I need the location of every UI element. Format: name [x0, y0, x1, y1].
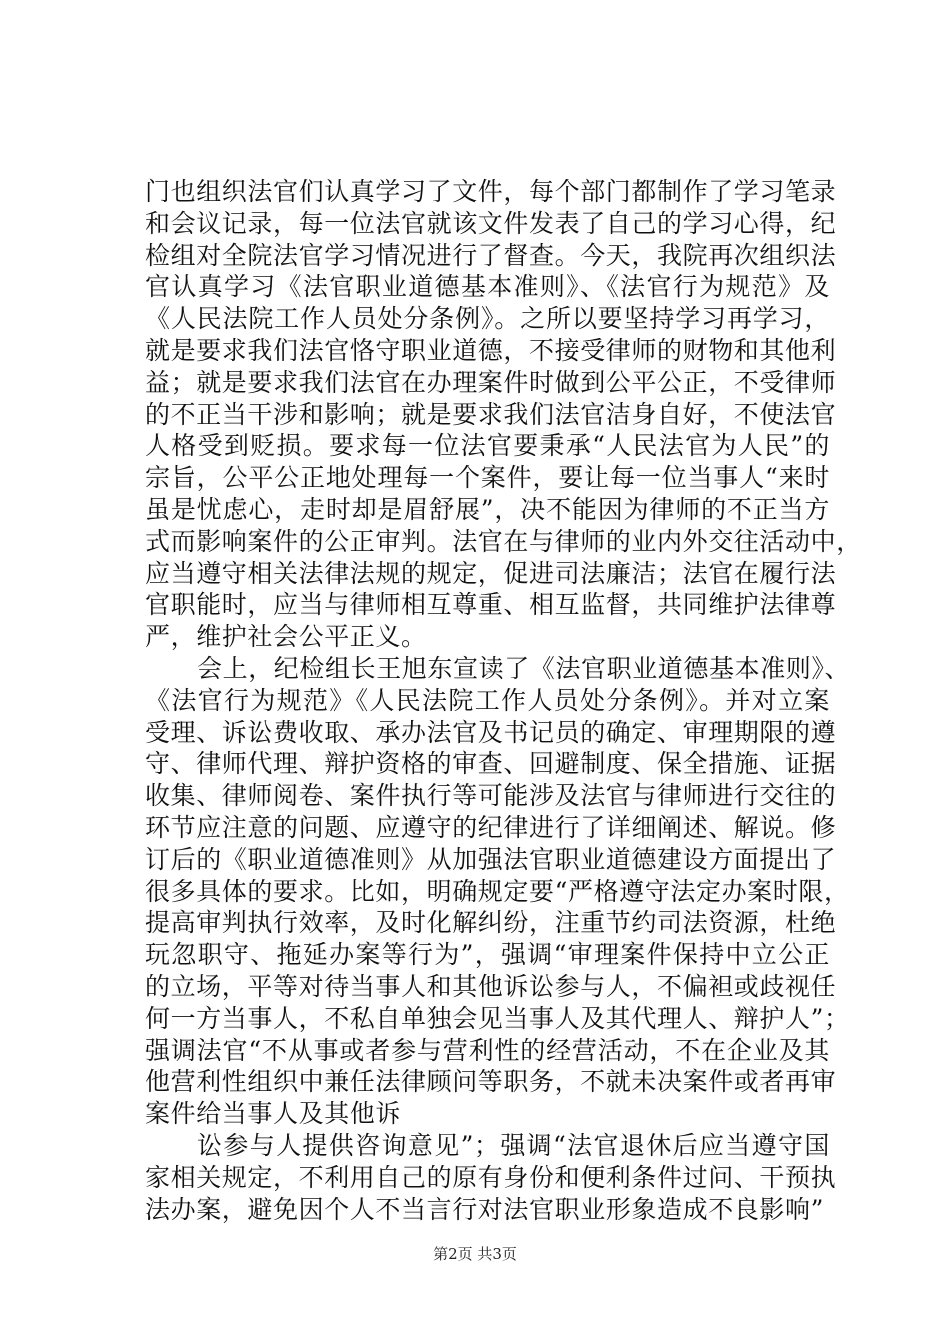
- text-line: 就是要求我们法官恪守职业道德，不接受律师的财物和其他利: [145, 335, 837, 365]
- text-line: 宗旨，公平公正地处理每一个案件，要让每一位当事人“来时: [145, 463, 830, 493]
- page-number-footer: 第2页 共3页: [433, 1245, 517, 1263]
- text-line: 严，维护社会公平正义。: [145, 622, 427, 652]
- text-line: 应当遵守相关法律法规的规定，促进司法廉洁；法官在履行法: [145, 558, 837, 588]
- text-line: 环节应注意的问题、应遵守的纪律进行了详细阐述、解说。修: [145, 812, 837, 842]
- text-line: 检组对全院法官学习情况进行了督查。今天，我院再次组织法: [145, 240, 837, 270]
- text-line: 《法官行为规范》《人民法院工作人员处分条例》。并对立案: [145, 685, 830, 715]
- text-line: 受理、诉讼费收取、承办法官及书记员的确定、审理期限的遵: [145, 717, 837, 747]
- text-line: 虽是忧虑心，走时却是眉舒展”，决不能因为律师的不正当方: [145, 494, 830, 524]
- text-line: 门也组织法官们认真学习了文件，每个部门都制作了学习笔录: [145, 177, 837, 206]
- text-line: 的不正当干涉和影响；就是要求我们法官洁身自好，不使法官: [145, 399, 837, 429]
- text-line: 和会议记录，每一位法官就该文件发表了自己的学习心得，纪: [145, 208, 837, 238]
- text-line: 订后的《职业道德准则》从加强法官职业道德建设方面提出了: [145, 844, 837, 874]
- paragraph-3: [145, 1130, 837, 1225]
- text-line: 官认真学习《法官职业道德基本准则》、《法官行为规范》及: [145, 272, 830, 302]
- text-line: 官职能时，应当与律师相互尊重、相互监督，共同维护法律尊: [145, 590, 837, 620]
- text-line: 玩忽职守、拖延办案等行为”，强调“审理案件保持中立公正: [145, 940, 830, 970]
- text-line: 案件给当事人及其他诉: [145, 1099, 402, 1129]
- text-line: 收集、律师阅卷、案件执行等可能涉及法官与律师进行交往的: [145, 781, 837, 811]
- text-line: 《人民法院工作人员处分条例》。之所以要坚持学习再学习，: [145, 304, 830, 334]
- text-line: 很多具体的要求。比如，明确规定要“严格遵守法定办案时限，: [145, 876, 850, 906]
- text-line: 人格受到贬损。要求每一位法官要秉承“人民法官为人民”的: [145, 431, 830, 461]
- text-line: 守、律师代理、辩护资格的审查、回避制度、保全措施、证据: [145, 749, 837, 779]
- text-line: 强调法官“不从事或者参与营利性的经营活动，不在企业及其: [145, 1035, 830, 1065]
- text-line: 何一方当事人，不私自单独会见当事人及其代理人、辩护人”；: [145, 1003, 850, 1033]
- text-line: 他营利性组织中兼任法律顾问等职务，不就未决案件或者再审: [145, 1067, 837, 1097]
- text-line: 讼参与人提供咨询意见”；强调“法官退休后应当遵守国: [197, 1130, 830, 1160]
- paragraph-1: [145, 176, 862, 653]
- text-line: 提高审判执行效率，及时化解纠纷，注重节约司法资源，杜绝: [145, 908, 837, 938]
- text-line: 式而影响案件的公正审判。法官在与律师的业内外交往活动中，: [145, 526, 862, 556]
- text-line: 法办案，避免因个人不当言行对法官职业形象造成不良影响”: [145, 1194, 824, 1224]
- text-line: 益；就是要求我们法官在办理案件时做到公平公正，不受律师: [145, 367, 837, 397]
- paragraph-2: [145, 653, 851, 1130]
- document-body: [145, 176, 862, 1225]
- text-line: 家相关规定，不利用自己的原有身份和便利条件过问、干预执: [145, 1162, 837, 1192]
- text-line: 的立场，平等对待当事人和其他诉讼参与人，不偏袒或歧视任: [145, 971, 837, 1001]
- text-line: 会上，纪检组长王旭东宣读了《法官职业道德基本准则》、: [197, 653, 851, 683]
